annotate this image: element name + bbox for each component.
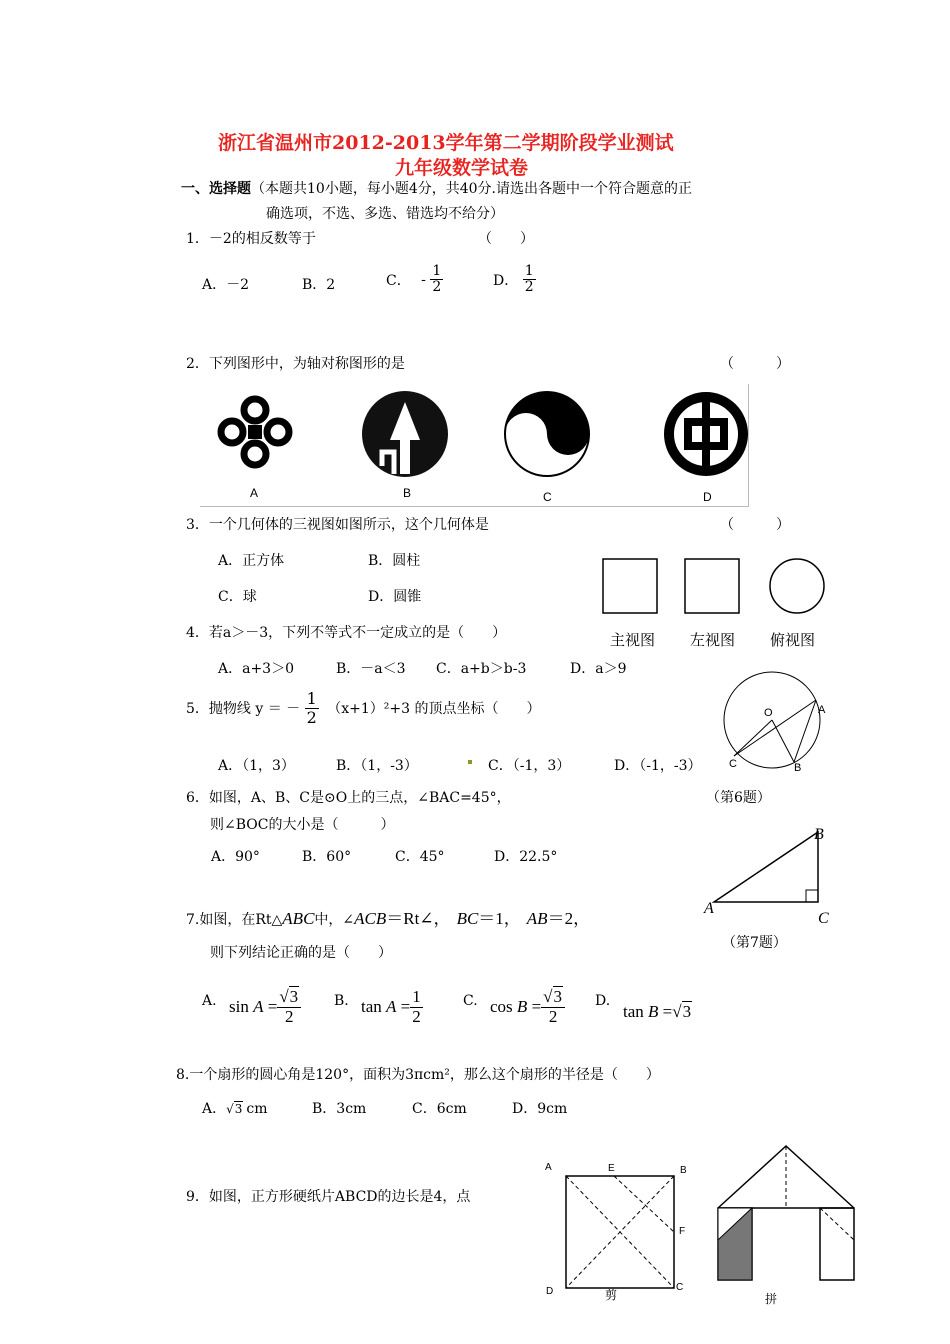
frac-den: 2 bbox=[285, 1006, 294, 1026]
q5-stem-pre: 5．抛物线 y ＝ － bbox=[186, 701, 301, 718]
q7-abc: ABC bbox=[282, 909, 315, 928]
fn-var: A bbox=[386, 997, 397, 1017]
q2-figure-panel bbox=[200, 384, 749, 507]
q9-label-d: D bbox=[546, 1286, 554, 1297]
side-view-square bbox=[685, 559, 739, 613]
radicand: 3 bbox=[289, 987, 299, 1006]
q6-label-o: O bbox=[764, 707, 773, 719]
q9-square-figure bbox=[560, 1170, 680, 1295]
q2-label-d: D bbox=[703, 490, 712, 504]
q1-option-d-label: D． bbox=[493, 272, 519, 289]
q1-bracket: （ ） bbox=[478, 231, 534, 247]
section-instructions-cont: 确选项，不选、多选、错选均不给分） bbox=[266, 206, 504, 222]
fn-name: sin bbox=[229, 997, 249, 1017]
q9-house-figure bbox=[712, 1140, 860, 1285]
q6-option-c: C．45° bbox=[395, 849, 445, 865]
page-subtitle: 九年级数学试卷 bbox=[395, 157, 529, 179]
q7-ab-val: ＝2， bbox=[547, 909, 591, 928]
section-title: 一、选择题 bbox=[181, 181, 251, 197]
frac-den: 2 bbox=[548, 1006, 558, 1026]
q7-num: 7. bbox=[186, 912, 200, 928]
q7-label-a: A bbox=[704, 900, 714, 917]
q4-option-b: B．－a＜3 bbox=[336, 661, 406, 677]
q9-stem: 9．如图，正方形硬纸片ABCD的边长是4，点 bbox=[186, 1189, 471, 1205]
q9-cut-label: 剪 bbox=[605, 1288, 618, 1302]
q7-stem-c: ＝Rt∠， bbox=[386, 909, 451, 928]
frac-num: 1 bbox=[306, 689, 317, 708]
fn-var: B bbox=[648, 1002, 659, 1021]
q7-stem-cont: 则下列结论正确的是（ ） bbox=[210, 945, 392, 961]
q5-option-c: C．（-1，3） bbox=[488, 758, 571, 774]
q7-ab: AB bbox=[526, 909, 548, 928]
q1-option-a: A．－2 bbox=[202, 277, 250, 293]
q7-stem-a: 如图，在Rt△ bbox=[199, 912, 283, 928]
q5-stem bbox=[186, 690, 541, 726]
q8-stem: 8.一个扇形的圆心角是120°，面积为3πcm²，那么这个扇形的半径是（ ） bbox=[176, 1067, 660, 1083]
fn-name: tan bbox=[361, 997, 382, 1017]
q7-caption: （第7题） bbox=[722, 935, 787, 951]
q1-option-c-fraction bbox=[430, 264, 443, 296]
q2-label-c: C bbox=[543, 490, 552, 504]
q7-label-b: B bbox=[814, 826, 824, 843]
q4-option-c: C．a+b＞b-3 bbox=[436, 661, 527, 677]
q7-bc-val: ＝1， bbox=[478, 909, 521, 928]
q7-option-b: tan A = $\frac{1}{2}$ bbox=[361, 987, 421, 1026]
q9-label-c: C bbox=[676, 1282, 684, 1293]
radicand: 3 bbox=[234, 1102, 243, 1116]
q7-option-d-label: D. bbox=[595, 993, 611, 1009]
q3-bracket: （ ） bbox=[720, 517, 790, 533]
top-view-label: 俯视图 bbox=[770, 631, 816, 649]
bank-logo-icon bbox=[662, 390, 750, 478]
q7-option-c-label: C. bbox=[463, 993, 478, 1009]
q6-label-c: C bbox=[729, 758, 737, 770]
traffic-sign-icon bbox=[360, 388, 450, 480]
q5-option-a: A．（1，3） bbox=[218, 758, 295, 774]
q1-option-d-fraction bbox=[523, 264, 536, 296]
knot-symbol-icon bbox=[210, 392, 300, 472]
frac-den: 2 bbox=[524, 279, 534, 296]
q6-label-a: A bbox=[818, 704, 826, 716]
side-view-label: 左视图 bbox=[690, 631, 736, 649]
fn-var: A bbox=[253, 997, 264, 1017]
top-view-circle bbox=[770, 559, 824, 613]
q7-label-c: C bbox=[818, 910, 829, 927]
q4-option-a: A．a+3＞0 bbox=[218, 661, 295, 677]
q7-stem bbox=[186, 904, 590, 929]
section-instructions: （本题共10小题，每小题4分，共40分.请选出各题中一个符合题意的正 bbox=[251, 181, 692, 197]
q6-stem-cont: 则∠BOC的大小是（ ） bbox=[210, 817, 395, 833]
q1-stem: 1．－2的相反数等于 bbox=[186, 231, 316, 247]
q7-triangle-figure bbox=[700, 826, 830, 906]
q5-fraction bbox=[305, 690, 319, 726]
q4-option-d: D．a＞9 bbox=[570, 661, 627, 677]
q7-stem-b: 中，∠ bbox=[314, 912, 355, 928]
fn-name: cos bbox=[490, 997, 513, 1017]
frac-den: 2 bbox=[412, 1006, 421, 1026]
q6-stem: 6．如图，A、B、C是⊙O上的三点，∠BAC=45°， bbox=[186, 790, 511, 806]
q1-option-b: B．2 bbox=[302, 277, 336, 293]
q6-option-d: D．22.5° bbox=[494, 849, 558, 865]
q5-stem-post: （x+1）²+3 的顶点坐标（ ） bbox=[327, 701, 541, 718]
radicand: 3 bbox=[682, 1002, 692, 1021]
q8-option-b: B．3cm bbox=[312, 1101, 367, 1117]
q7-option-b-label: B. bbox=[334, 993, 349, 1009]
q2-bracket: （ ） bbox=[720, 356, 790, 372]
frac-den: 2 bbox=[306, 707, 317, 727]
q7-bc: BC bbox=[456, 909, 479, 928]
q3-option-b: B．圆柱 bbox=[368, 553, 421, 569]
q7-option-a: sin A = $\frac{√3}{2}$ bbox=[229, 988, 301, 1026]
q6-option-a: A．90° bbox=[211, 849, 260, 865]
q7-option-c: cos B = $\frac{√3}{2}$ bbox=[490, 988, 565, 1026]
frac-num: 1 bbox=[524, 263, 534, 279]
q1-option-c-label: C． bbox=[386, 272, 411, 289]
q9-label-b: B bbox=[680, 1165, 687, 1176]
q5-option-b: B．（1，-3） bbox=[336, 758, 418, 774]
q3-stem: 3．一个几何体的三视图如图所示，这个几何体是 bbox=[186, 517, 489, 533]
q7-option-a-label: A. bbox=[202, 993, 217, 1009]
frac-num: 1 bbox=[432, 263, 442, 279]
q6-label-b: B bbox=[794, 762, 802, 774]
yin-yang-icon bbox=[503, 390, 591, 478]
frac-den: 2 bbox=[432, 279, 442, 296]
q4-stem: 4．若a＞－3，下列不等式不一定成立的是（ ） bbox=[186, 625, 507, 641]
q2-label-b: B bbox=[403, 486, 412, 500]
unit: cm bbox=[246, 1101, 268, 1117]
stray-dot bbox=[468, 760, 472, 764]
q9-label-f: F bbox=[679, 1226, 686, 1237]
section-heading bbox=[181, 178, 692, 198]
q6-option-b: B．60° bbox=[302, 849, 352, 865]
radicand: 3 bbox=[553, 987, 562, 1006]
q7-acb: ACB bbox=[354, 909, 387, 928]
q9-label-a: A bbox=[545, 1162, 552, 1173]
page-title: 浙江省温州市2012-2013学年第二学期阶段学业测试 bbox=[218, 132, 674, 154]
q7-option-d: tan B =√3 bbox=[623, 1002, 692, 1021]
q8-option-a: A．√3 cm bbox=[202, 1101, 268, 1117]
q6-caption: （第6题） bbox=[706, 790, 771, 806]
q3-three-views-figure bbox=[600, 556, 830, 616]
q1-option-d bbox=[493, 264, 536, 296]
q8-option-a-label: A． bbox=[202, 1101, 227, 1117]
q3-option-d: D．圆锥 bbox=[368, 589, 422, 605]
q8-option-c: C．6cm bbox=[412, 1101, 467, 1117]
q5-option-d: D．（-1，-3） bbox=[614, 758, 702, 774]
q9-assemble-label: 拼 bbox=[765, 1292, 778, 1306]
q2-label-a: A bbox=[250, 486, 259, 500]
q3-option-a: A．正方体 bbox=[218, 553, 285, 569]
q3-option-c: C．球 bbox=[218, 589, 257, 605]
q1-option-c-sign: - bbox=[421, 271, 426, 288]
q8-option-d: D．9cm bbox=[512, 1101, 568, 1117]
q1-option-c bbox=[386, 264, 443, 296]
fn-var: B bbox=[516, 997, 528, 1017]
front-view-label: 主视图 bbox=[610, 631, 656, 649]
q2-stem: 2．下列图形中，为轴对称图形的是 bbox=[186, 356, 405, 372]
frac-num: 1 bbox=[412, 987, 421, 1006]
q9-label-e: E bbox=[608, 1163, 615, 1174]
front-view-square bbox=[603, 559, 657, 613]
fn-name: tan bbox=[623, 1002, 644, 1021]
